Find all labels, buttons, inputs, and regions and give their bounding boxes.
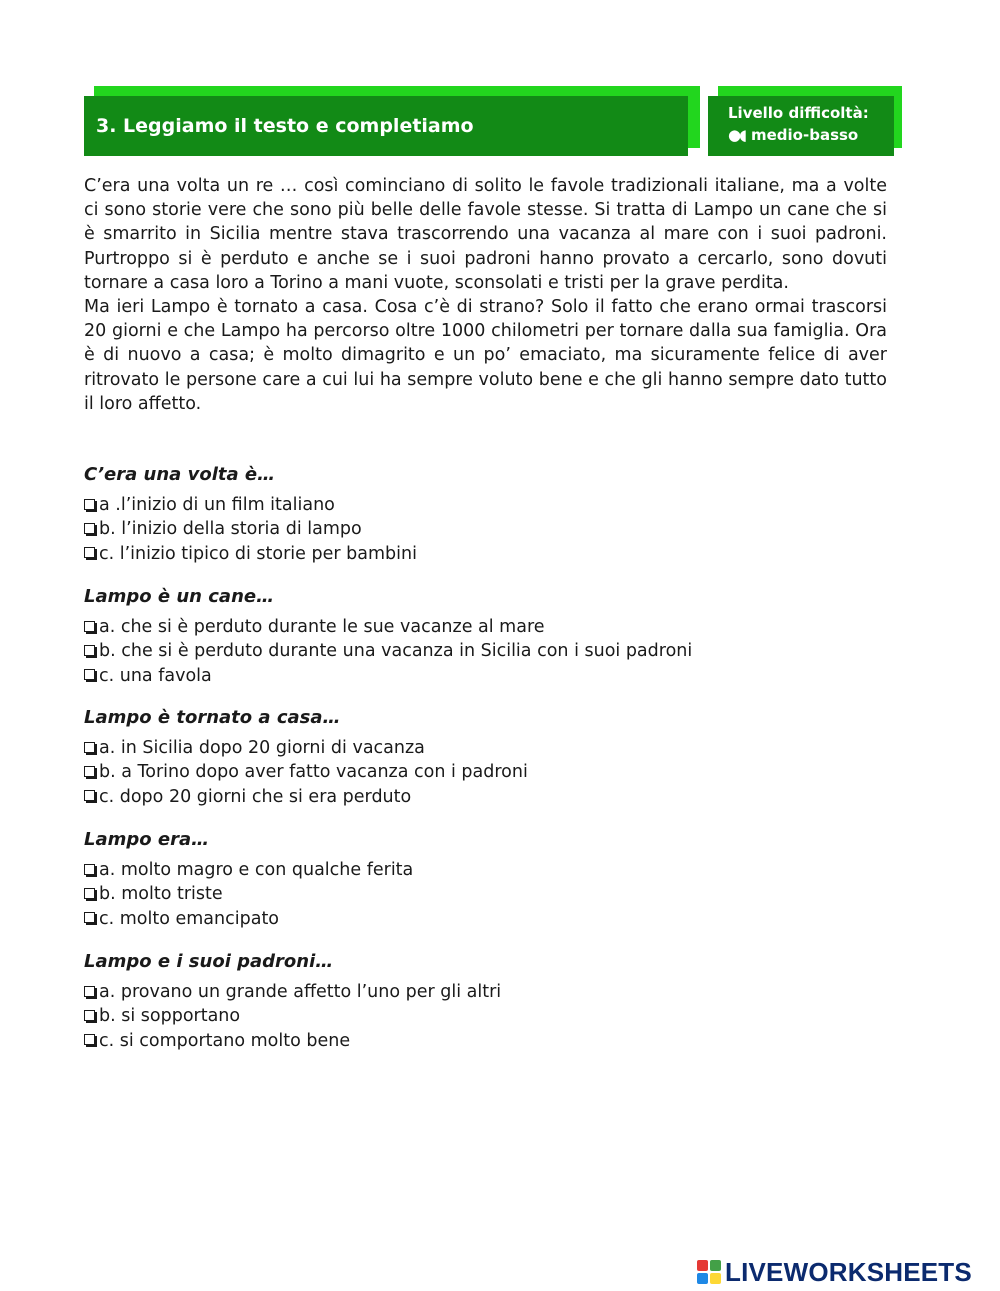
option-a[interactable] [84,858,884,882]
logo-block [710,1260,721,1271]
option-text: c. una favola [99,665,212,686]
difficulty-value: medio-basso [751,126,859,144]
difficulty-label: Livello difficoltà: [728,104,869,122]
option-c[interactable] [84,1029,884,1053]
checkbox-icon[interactable] [84,790,95,801]
difficulty-badge [708,86,902,158]
option-text: b. l’inizio della storia di lampo [99,519,362,540]
checkbox-icon[interactable] [84,742,95,753]
option-b[interactable] [84,760,884,784]
section-header [84,86,700,158]
checkbox-icon[interactable] [84,645,95,656]
logo-blocks-icon [697,1260,721,1284]
option-text: c. l’inizio tipico di storie per bambini [99,543,417,564]
option-c[interactable] [84,785,884,809]
option-a[interactable] [84,493,884,517]
option-text: a. in Sicilia dopo 20 giorni di vacanza [99,738,425,758]
logo-block [697,1273,708,1284]
liveworksheets-logo [697,1254,972,1290]
question-title: Lampo è tornato a casa… [84,707,341,728]
option-a[interactable] [84,615,884,639]
option-b[interactable] [84,517,884,541]
checkbox-icon[interactable] [84,912,95,923]
checkbox-icon[interactable] [84,888,95,899]
option-c[interactable] [84,542,884,566]
question-1 [84,463,884,566]
checkbox-icon[interactable] [84,499,95,510]
difficulty-value-row [728,124,894,146]
checkbox-icon[interactable] [84,766,95,777]
passage-paragraph-2: Ma ieri Lampo è tornato a casa. Cosa c’è di strano? Solo il fatto che erano ormai trascorsi 20 giorni e che Lampo ha percorso oltre 1000 chilometri per tornare dalla sua famiglia. Ora è di nuovo a casa; è molto dimagrito e un po’ emaciato, ma sicuramente felice di aver ritrovato le persone care a cui lui ha sempre voluto bene e che gli hanno sempre dato tutto il loro affetto. [84,297,887,414]
checkbox-icon[interactable] [84,621,95,632]
option-c[interactable] [84,664,884,688]
question-title: Lampo è un cane… [84,586,275,607]
option-text: c. dopo 20 giorni che si era perduto [99,786,412,807]
option-b[interactable] [84,882,884,906]
checkbox-icon[interactable] [84,1010,95,1021]
difficulty-box [708,96,894,156]
checkbox-icon[interactable] [84,669,95,680]
question-title: C’era una volta è… [84,464,276,485]
option-b[interactable] [84,1004,884,1028]
option-text: b. si sopportano [99,1006,241,1027]
passage-paragraph-1: C’era una volta un re … così cominciano di solito le favole tradizionali italiane, ma a volte ci sono storie vere che sono più belle delle favole stesse. Si tratta di Lampo un cane che si è smarrito in Sicilia mentre stava trascorrendo una vacanza al mare con i suoi padroni. Purtroppo si è perduto e anche se i suoi padroni hanno provato a cercarlo, sono dovuti tornare a casa loro a Torino a mani vuote, sconsolati e tristi per la grave perdita. [84,176,887,293]
option-text: b. che si è perduto durante una vacanza in Sicilia con i suoi padroni [99,641,693,662]
option-text: c. molto emancipato [99,908,280,929]
question-3 [84,706,884,809]
option-a[interactable] [84,736,884,760]
logo-block [697,1260,708,1271]
option-text: a. provano un grande affetto l’uno per gli altri [99,982,502,1002]
question-title: Lampo e i suoi padroni… [84,951,334,972]
option-a[interactable] [84,980,884,1004]
logo-block [710,1273,721,1284]
reading-passage [84,174,887,416]
question-title: Lampo era… [84,829,210,850]
option-text: b. a Torino dopo aver fatto vacanza con i padroni [99,762,528,783]
checkbox-icon[interactable] [84,986,95,997]
question-4 [84,828,884,931]
option-text: a .l’inizio di un film italiano [99,495,335,515]
logo-text: LIVEWORKSHEETS [725,1256,972,1287]
checkbox-icon[interactable] [84,1034,95,1045]
checkbox-icon[interactable] [84,864,95,875]
question-2 [84,585,884,688]
section-title: 3. Leggiamo il testo e completiamo [84,96,688,156]
option-text: c. si comportano molto bene [99,1030,351,1051]
difficulty-dots-icon: ●◖ [728,126,745,144]
option-text: b. molto triste [99,884,223,905]
question-5 [84,950,884,1053]
option-c[interactable] [84,907,884,931]
option-b[interactable] [84,639,884,663]
option-text: a. molto magro e con qualche ferita [99,860,414,880]
checkbox-icon[interactable] [84,547,95,558]
option-text: a. che si è perduto durante le sue vacanze al mare [99,617,545,637]
checkbox-icon[interactable] [84,523,95,534]
